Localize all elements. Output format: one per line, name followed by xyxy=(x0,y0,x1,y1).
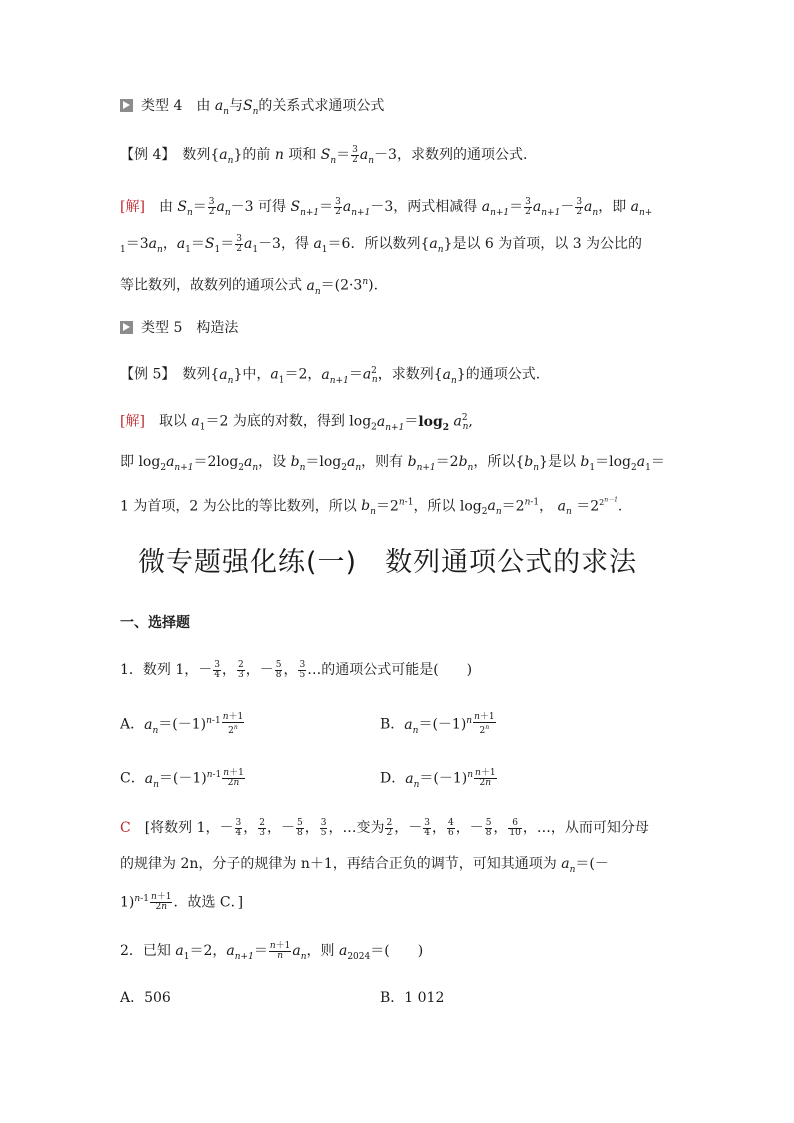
question-1-stem: 1．数列 1，－ $\frac{3}{4}$ ， $\frac{2}{3}$ ，－ $\frac{5}{8}$ ， $\frac{3}{5}$ …的通项公式可能是( ) xyxy=(120,659,473,680)
solution-5-line2: 即 $\log_2a_{n+1}=2\log_2a_n$，设 $b_n=\log_2a_n$，则有 $b_{n+1}=2b_n$，所以$\{b_n\}$是以 $b_1=\log_2a_1=$ xyxy=(120,454,665,473)
question-1-option-c[interactable]: C．$a_n=(-1)^{n-1}$ $\frac{n+1}{2n}$ xyxy=(120,768,244,790)
play-triangle-icon xyxy=(120,99,133,112)
answer-1-line3: 1)$^{n-1}$ $\frac{n+1}{2n}$ ．故选 C．] xyxy=(120,892,244,913)
solution-5-line3: 1 为首项，2 为公比的等比数列，所以 $b_n=2^{n-1}$，所以 $\log_2a_n=2^{n-1}$， $a_n =2^{2^{n-1}}$. xyxy=(120,496,623,518)
section-heading: 一、选择题 xyxy=(120,615,190,631)
answer-1-line1: C [将数列 1，－ $\frac{3}{4}$ ， $\frac{2}{3}$ ，－ $\frac{5}{8}$ ， $\frac{3}{5}$ ，…变为 $\frac{2}{2}$ ，－ $\frac{3}{4}$ ， $\frac{4}{6}$ ，－ $\frac{5}{8}$ ， $\frac{6}{10}$ ，…，从而可知分母 xyxy=(120,817,649,838)
solution-4-line3: 等比数列，故数列的通项公式 $a_n=(2\cdot 3^n)$. xyxy=(120,277,379,297)
page-title: 微专题强化练(一) 数列通项公式的求法 xyxy=(138,547,638,578)
answer-1-line2: 的规律为 2n，分子的规律为 n＋1，再结合正负的调节，可知其通项为 $a_n=(-$ xyxy=(120,856,609,875)
question-2-stem: 2．已知 $a_1=2$，$a_{n+1}=$ $\frac{n+1}{n}$ $a_n$，则 $a_{2024}=$( ) xyxy=(120,940,424,962)
play-triangle-icon xyxy=(120,321,133,334)
solution-5-line1: [解] 取以 $a_1=2$ 为底的对数，得到 $\log_2a_{n+1}=\log_2$ $a^2_n$, xyxy=(120,413,473,433)
type5-heading: 类型 5 构造法 xyxy=(120,318,238,338)
solution-4-line2: $_1=3a_n$，$a_1=S_1=$ $\frac{3}{2}$ $a_1-3$，得 $a_1=6$．所以数列$\{a_n\}$是以 6 为首项，以 3 为公比的 xyxy=(120,233,643,255)
question-2-option-b[interactable]: B．1 012 xyxy=(380,990,445,1006)
question-1-option-d[interactable]: D．$a_n=(-1)^n$ $\frac{n+1}{2n}$ xyxy=(380,768,496,790)
question-1-option-a[interactable]: A．$a_n=(-1)^{n-1}$ $\frac{n+1}{2^n}$ xyxy=(120,712,244,737)
solution-4-line1: [解] 由 $S_n=$ $\frac{3}{2}$ $a_n-3$ 可得 $S_{n+1}=$ $\frac{3}{2}$ $a_{n+1}-3$，两式相减得 $a_{n+1}=$ $\frac{3}{2}$ $a_{n+1}-$ $\frac{3}{2}$ $a_n$，即 $a_{n+}$ xyxy=(120,196,653,218)
question-1-option-b[interactable]: B．$a_n=(-1)^n$ $\frac{n+1}{2^n}$ xyxy=(380,712,495,737)
question-2-option-a[interactable]: A．506 xyxy=(120,990,171,1006)
type4-heading: 类型 4 由 $a_n$与$S_n$的关系式求通项公式 xyxy=(120,96,384,122)
example-5: 【例 5】 数列$\{a_n\}$中，$a_1=2$，$a_{n+1}=a^2_n$，求数列$\{a_n\}$的通项公式. xyxy=(120,366,541,386)
example-4: 【例 4】 数列$\{a_n\}$的前 n 项和 $S_n=$ $\frac{3}{2}$ $a_n-3$，求数列的通项公式. xyxy=(120,144,528,166)
